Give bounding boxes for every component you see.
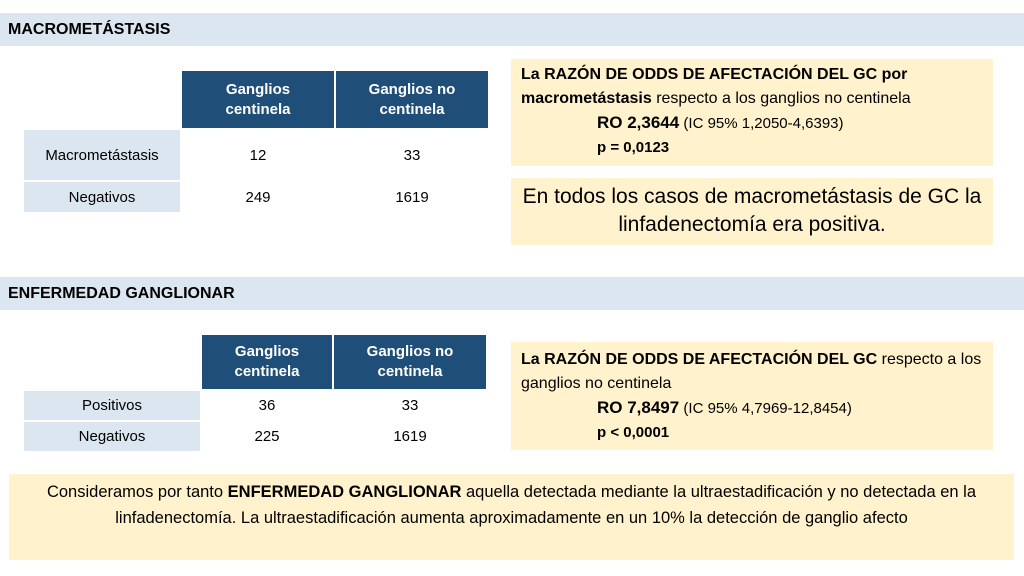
macrometastasis-table <box>22 69 490 214</box>
p-value-text: p = 0,0123 <box>597 139 670 156</box>
section-title-macrometastasis: MACROMETÁSTASIS <box>0 13 1024 46</box>
bold-intro: La RAZÓN DE ODDS DE AFECTACIÓN DEL GC por macrometástasis <box>521 66 908 107</box>
table-cell: 225 <box>202 422 332 451</box>
table-cell: 12 <box>182 130 334 180</box>
p-value <box>521 421 983 445</box>
confidence-interval: (IC 95% 4,7969-12,8454) <box>679 400 852 417</box>
note-suffix: aquella detectada mediante la ultraestadificación y no detectada en la linfadenectomía. La ultraestadificación aumenta aproximadamente en un 10% la detección de ganglio afecto <box>115 483 977 527</box>
header-line: Ganglios <box>225 80 291 98</box>
p-value-text: p < 0,0001 <box>597 424 670 441</box>
odds-ratio-box-macrometastasis <box>511 59 993 166</box>
odds-ratio-description <box>521 348 983 396</box>
header-line: Ganglios no <box>366 343 454 360</box>
row-label: Macrometástasis <box>24 130 180 180</box>
row-label: Negativos <box>24 422 200 451</box>
final-note-box <box>9 474 1014 560</box>
p-value <box>521 136 983 160</box>
enfermedad-ganglionar-table <box>22 333 488 453</box>
table-cell: 36 <box>202 391 332 420</box>
table-cell: 249 <box>182 182 334 212</box>
section-title-enfermedad-ganglionar: ENFERMEDAD GANGLIONAR <box>0 277 1024 310</box>
table-row <box>24 130 488 180</box>
conclusion-box: En todos los casos de macrometástasis de GC la linfadenectomía era positiva. <box>511 178 993 245</box>
header-line: centinela <box>377 363 443 380</box>
header-sentinel-nodes <box>202 335 332 389</box>
table-cell: 33 <box>334 391 486 420</box>
table-row <box>24 182 488 212</box>
odds-ratio-value <box>521 396 983 421</box>
header-line: centinela <box>234 363 300 380</box>
header-line: Ganglios <box>234 343 300 360</box>
table-cell: 1619 <box>336 182 488 212</box>
header-non-sentinel-nodes <box>334 335 486 389</box>
table-row <box>24 422 486 451</box>
description-rest: respecto a los ganglios no centinela <box>651 90 911 107</box>
odds-ratio-box-enfermedad-ganglionar <box>511 342 993 450</box>
header-line: centinela <box>379 100 445 118</box>
odds-ratio-description <box>521 63 983 111</box>
table-corner <box>24 335 200 389</box>
ro-value: RO 7,8497 <box>597 398 680 417</box>
header-line: Ganglios no <box>368 80 456 98</box>
row-label: Negativos <box>24 182 180 212</box>
description-rest: respecto a los ganglios no centinela <box>521 351 982 392</box>
odds-ratio-value <box>521 111 983 136</box>
table-cell: 1619 <box>334 422 486 451</box>
confidence-interval: (IC 95% 1,2050-4,6393) <box>679 115 844 132</box>
table-cell: 33 <box>336 130 488 180</box>
ro-value: RO 2,3644 <box>597 113 680 132</box>
note-bold-term: ENFERMEDAD GANGLIONAR <box>227 483 462 501</box>
note-prefix: Consideramos por tanto <box>46 483 228 501</box>
header-line: centinela <box>225 100 291 118</box>
table-row <box>24 391 486 420</box>
bold-intro: La RAZÓN DE ODDS DE AFECTACIÓN DEL GC <box>521 351 878 368</box>
header-non-sentinel-nodes <box>336 71 488 128</box>
header-sentinel-nodes <box>182 71 334 128</box>
row-label: Positivos <box>24 391 200 420</box>
table-corner <box>24 71 180 128</box>
